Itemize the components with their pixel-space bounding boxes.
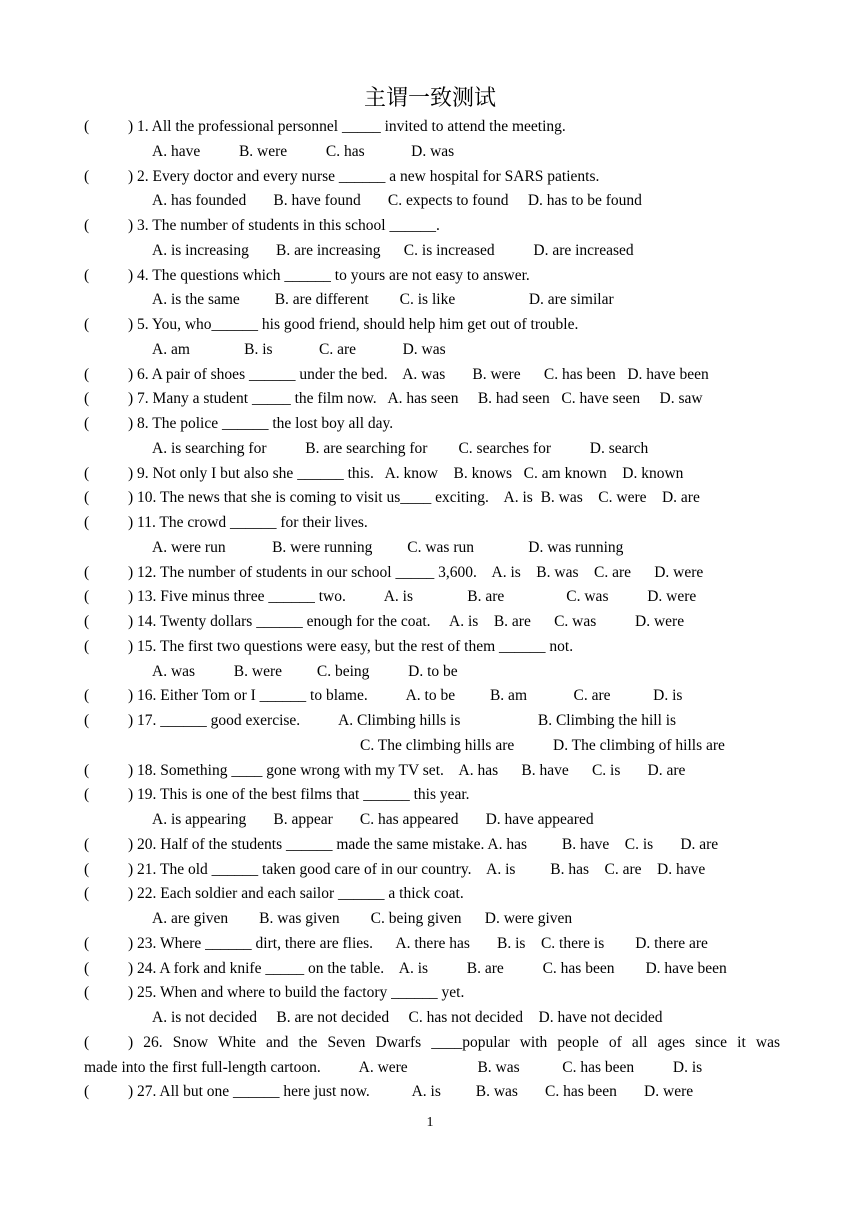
line-text: ) 25. When and where to build the factory ______ yet.	[128, 984, 465, 1002]
question-line	[84, 365, 780, 385]
answer-blank: (	[84, 934, 90, 952]
answer-blank: (	[84, 390, 90, 408]
line-text: A. is appearing B. appear C. has appeared D. have appeared	[152, 811, 594, 828]
question-line	[84, 563, 780, 583]
answer-blank: (	[84, 687, 90, 705]
line-text: ) 6. A pair of shoes ______ under the bed. A. was B. were C. has been D. have been	[128, 365, 709, 383]
line-text: ) 9. Not only I but also she ______ this. A. know B. knows C. am known D. known	[128, 464, 684, 482]
question-line	[84, 414, 780, 434]
question-line	[84, 117, 780, 137]
line-text: ) 12. The number of students in our school _____ 3,600. A. is B. was C. are D. were	[128, 563, 704, 581]
question-line	[84, 637, 780, 657]
line-text: ) 27. All but one ______ here just now. A. is B. was C. has been D. were	[128, 1083, 694, 1101]
line-text: made into the first full-length cartoon. A. were B. was C. has been D. is	[84, 1058, 703, 1076]
line-text: ) 4. The questions which ______ to yours are not easy to answer.	[128, 266, 530, 284]
answer-options-line	[84, 340, 780, 360]
answer-blank: (	[84, 1033, 90, 1051]
question-line	[84, 934, 780, 954]
line-text: ) 11. The crowd ______ for their lives.	[128, 514, 368, 531]
answer-options-line	[84, 1008, 780, 1028]
question-line	[84, 860, 780, 880]
answer-options-line	[84, 538, 780, 558]
line-text: ) 22. Each soldier and each sailor ______ a thick coat.	[128, 885, 464, 903]
answer-options-line	[84, 191, 780, 211]
question-line	[84, 488, 780, 508]
line-text: A. am B. is C. are D. was	[152, 340, 446, 358]
line-text: A. have B. were C. has D. was	[152, 142, 455, 160]
line-text: A. is not decided B. are not decided C. has not decided D. have not decided	[152, 1009, 663, 1026]
answer-blank: (	[84, 761, 90, 779]
question-line	[84, 711, 780, 731]
question-line	[84, 167, 780, 187]
answer-blank: (	[84, 489, 90, 507]
line-text: ) 1. All the professional personnel _____ invited to attend the meeting.	[128, 118, 566, 135]
answer-options-line	[84, 290, 780, 310]
line-text: ) 21. The old ______ taken good care of in our country. A. is B. has C. are D. have	[128, 860, 706, 878]
line-text: ) 15. The first two questions were easy, but the rest of them ______ not.	[128, 637, 574, 655]
answer-options-line	[84, 810, 780, 830]
answer-blank: (	[84, 637, 90, 655]
answer-blank: (	[84, 613, 90, 630]
line-text: A. is searching for B. are searching for C. searches for D. search	[152, 439, 649, 457]
question-line	[84, 513, 780, 533]
line-text: A. are given B. was given C. being given D. were given	[152, 910, 573, 927]
line-text: ) 23. Where ______ dirt, there are flies. A. there has B. is C. there is D. there are	[128, 934, 708, 952]
line-text: ) 14. Twenty dollars ______ enough for the coat. A. is B. are C. was D. were	[128, 613, 685, 630]
line-text: ) 10. The news that she is coming to visit us____ exciting. A. is B. was C. were D. are	[128, 489, 700, 507]
line-text: A. were run B. were running C. was run D. was running	[152, 538, 624, 556]
line-text: ) 17. ______ good exercise. A. Climbing hills is B. Climbing the hill is	[128, 712, 677, 729]
question-line	[84, 587, 780, 607]
line-text: ) 3. The number of students in this school ______.	[128, 217, 440, 234]
line-text: ) 5. You, who______ his good friend, should help him get out of trouble.	[128, 316, 579, 333]
answer-options-line	[84, 142, 780, 162]
answer-blank: (	[84, 316, 90, 333]
line-text: ) 13. Five minus three ______ two. A. is B. are C. was D. were	[128, 588, 697, 606]
answer-blank: (	[84, 266, 90, 284]
answer-blank: (	[84, 415, 90, 432]
question-line	[84, 266, 780, 286]
answer-options-line	[84, 241, 780, 261]
answer-options-line	[84, 736, 780, 756]
answer-blank: (	[84, 588, 90, 606]
question-line	[84, 315, 780, 335]
answer-blank: (	[84, 860, 90, 878]
answer-options-line	[84, 439, 780, 459]
question-line	[84, 761, 780, 781]
question-line	[84, 884, 780, 904]
question-line	[84, 686, 780, 706]
answer-blank: (	[84, 786, 90, 804]
answer-blank: (	[84, 1083, 90, 1101]
line-text: ) 19. This is one of the best films that ______ this year.	[128, 786, 470, 804]
line-text: A. was B. were C. being D. to be	[152, 662, 458, 680]
line-text: A. is the same B. are different C. is like D. are similar	[152, 291, 614, 309]
answer-blank: (	[84, 959, 90, 977]
page-number: 1	[426, 1115, 434, 1130]
question-line	[84, 1082, 780, 1102]
line-text: ) 8. The police ______ the lost boy all day.	[128, 415, 394, 432]
page-title: 主谓一致测试	[363, 86, 496, 111]
answer-blank: (	[84, 514, 90, 531]
answer-blank: (	[84, 365, 90, 383]
answer-blank: (	[84, 712, 90, 729]
line-text: C. The climbing hills are D. The climbing of hills are	[360, 736, 725, 754]
answer-blank: (	[84, 885, 90, 903]
answer-options-line	[84, 662, 780, 682]
continuation-line	[84, 1058, 780, 1078]
answer-blank: (	[84, 984, 90, 1002]
answer-blank: (	[84, 563, 90, 581]
question-line	[84, 959, 780, 979]
line-text: ) 16. Either Tom or I ______ to blame. A. to be B. am C. are D. is	[128, 687, 683, 705]
line-text: ) 20. Half of the students ______ made the same mistake. A. has B. have C. is D. are	[128, 835, 719, 853]
question-line	[84, 1033, 780, 1053]
question-line	[84, 612, 780, 632]
question-line	[84, 389, 780, 409]
answer-blank: (	[84, 217, 90, 234]
question-line	[84, 216, 780, 236]
question-line	[84, 464, 780, 484]
question-line	[84, 785, 780, 805]
answer-blank: (	[84, 118, 90, 135]
answer-blank: (	[84, 835, 90, 853]
line-text: ) 24. A fork and knife _____ on the table. A. is B. are C. has been D. have been	[128, 959, 727, 977]
line-text: ) 18. Something ____ gone wrong with my TV set. A. has B. have C. is D. are	[128, 761, 686, 779]
line-text: A. has founded B. have found C. expects to found D. has to be found	[152, 192, 642, 210]
question-line	[84, 983, 780, 1003]
answer-blank: (	[84, 464, 90, 482]
answer-options-line	[84, 909, 780, 929]
line-text: ) 26. Snow White and the Seven Dwarfs ____popular with people of all ages since it was	[128, 1033, 780, 1051]
answer-blank: (	[84, 167, 90, 185]
line-text: ) 2. Every doctor and every nurse ______ a new hospital for SARS patients.	[128, 167, 600, 185]
line-text: ) 7. Many a student _____ the film now. A. has seen B. had seen C. have seen D. saw	[128, 390, 703, 408]
question-line	[84, 835, 780, 855]
line-text: A. is increasing B. are increasing C. is increased D. are increased	[152, 241, 634, 259]
